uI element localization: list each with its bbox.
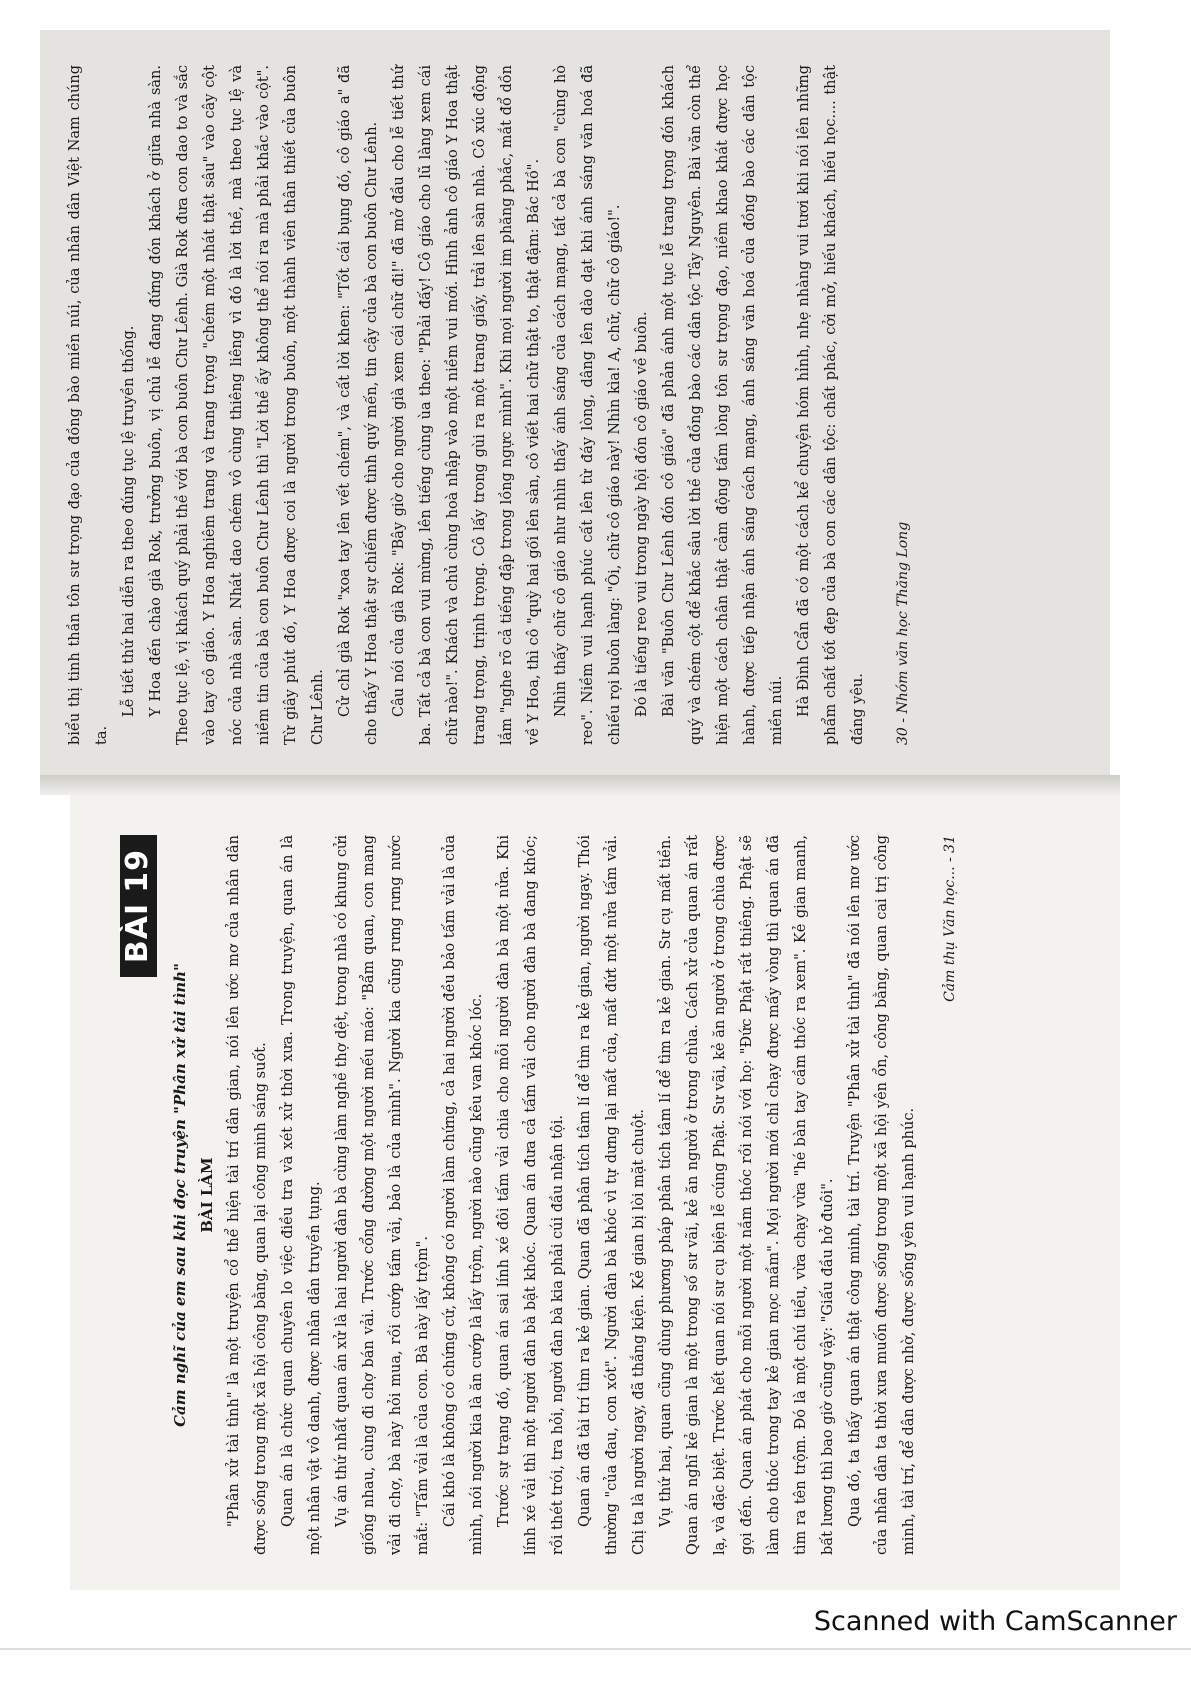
left-paragraph: Câu nói của già Rok: "Bây giờ cho người già xem cái chữ đi!" đã mở đầu cho lễ tiết thứ ba. Tất cả bà con vui mừng, lên tiếng cùng ùa theo: "Phải đấy! Cô giáo cho lũ làng xem cái chữ nào!". Khách và chủ cùng hoà nhập vào một niềm vui mới. Hình ảnh cô giáo Y Hoa thật trang trọng, trịnh trọng. Cô lấy trong gùi ra một trang giấy, trải lên sàn nhà. Cô xúc động lắm "nghe rõ cả tiếng đập trong lồng ngực mình". Khi mọi người im phăng phắc, mắt đổ dồn về Y Hoa, thì cô "quỳ hai gối lên sàn, cô viết hai chữ thật to, thật đậm: Bác Hồ". [391, 65, 542, 745]
left-paragraph: Nhìn thấy chữ cô giáo như nhìn thấy ánh sáng của cách mạng, tất cả bà con "cùng hò reo". Niềm vui hạnh phúc cất lên từ đáy lòng, dâng lên dào dạt khi ánh sáng văn hoá đã chiếu rọi buôn làng: "Ôi, chữ cô giáo này! Nhìn kìa! A, chữ, chữ cô giáo!". [553, 65, 623, 745]
left-paragraph: Hà Đình Cẩn đã có một cách kể chuyện hóm hỉnh, nhẹ nhàng vui tươi khi nói lên những phẩm chất tốt đẹp của bà con các dân tộc: chất phác, cởi mở, hiếu khách, hiếu học.... thật đáng yêu. [796, 65, 866, 745]
left-page-folio: 30 - Nhóm văn học Thăng Long [895, 521, 911, 745]
left-paragraph: Cử chỉ già Rok "xoa tay lên vết chém", và cất lời khen: "Tốt cái bụng đó, cô giáo a" đã cho thấy Y Hoa thật sự chiếm được tình quý mến, tin cậy của bà con buôn Chư Lênh. [337, 65, 380, 745]
right-paragraph: Quan án đã tài trí tìm ra kẻ gian. Quan đã phân tích tâm lí để tìm ra kẻ gian, người ngay. Thói thường "của đau, con xót". Người đàn bà khóc vì tự dưng lại mất của, mất đứt một nửa tấm vải. Chị ta là người ngay, đã thắng kiện. Kẻ gian bị lòi mặt chuột. [577, 835, 647, 1555]
right-paragraph: "Phân xử tài tình" là một truyện cổ thể hiện tài trí dân gian, nói lên ước mơ của nhân dân được sống trong một xã hội công bằng, quan lại công minh sáng suốt. [226, 835, 269, 1555]
right-page-text [120, 835, 1080, 1555]
right-paragraph: Trước sự trạng đó, quan án sai lính xé đôi tấm vải chia cho mỗi người đàn bà một nửa. Khi lính xé vải thì một người đàn bà bật khóc. Quan án đưa cả tấm vải cho người đàn bà đang khóc; rồi thét trói, tra hỏi, người đàn bà kia phải cúi đầu nhận tội. [496, 835, 566, 1555]
left-paragraph: biểu thị tinh thần tôn sư trọng đạo của đồng bào miền núi, của nhân dân Việt Nam chúng ta. [67, 65, 110, 745]
lesson-badge-word: BÀI [120, 902, 155, 964]
right-page [80, 800, 1110, 1590]
bottom-rule [0, 1648, 1191, 1650]
essay-subtitle: BÀI LÀM [198, 1157, 216, 1233]
right-paragraph: Quan án là chức quan chuyên lo việc điều tra và xét xử thời xưa. Trong truyện, quan án là một nhân vật vô danh, được nhân dân truyền tụng. [280, 835, 323, 1555]
left-paragraph: Đó là tiếng reo vui trong ngày hội đón cô giáo về buôn. [634, 311, 650, 717]
right-paragraph: Cái khó là không có chứng cứ, không có người làm chứng, cả hai người đều bảo tấm vải là của mình, nói người kia là ăn cướp là lấy trộm, người nào cũng kêu van khóc lóc. [442, 835, 485, 1555]
lesson-badge-number: 19 [120, 849, 155, 893]
camscanner-watermark: Scanned with CamScanner [813, 1606, 1177, 1637]
right-paragraph: Qua đó, ta thấy quan án thật công minh, tài trí. Truyện "Phân xử tài tình" đã nói lên mơ ước của nhân dân ta thời xưa muốn được sống trong một xã hội yên ổn, công bằng, quan cai trị công minh, tài trí, để dân được nhờ, được sống yên vui hạnh phúc. [847, 835, 917, 1555]
right-paragraph: Vụ án thứ nhất quan án xử là hai người đàn bà cùng làm nghề thợ dệt, trong nhà có khung cửi giống nhau, cùng đi chợ bán vải. Trước cổng đường một người mếu máo: "Bẩm quan, con mang vải đi chợ, bà này hỏi mua, rồi cướp tấm vải, bảo là của mình". Người kia cũng rưng rưng nước mắt: "Tấm vải là của con. Bà này lấy trộm". [334, 835, 431, 1555]
left-paragraph: Y Hoa đến chào già Rok, trưởng buôn, vị chủ lễ đang đứng đón khách ở giữa nhà sàn. Theo tục lệ, vị khách quý phải thề với bà con buôn Chư Lênh. Già Rok đưa con dao to và sắc vào tay cô giáo. Y Hoa nghiêm trang và trang trọng "chém một nhát thật sâu" vào cây cột nóc của nhà sàn. Nhát dao chém vô cùng thiêng liêng vì đó là lời thề, mà theo tục lệ và niềm tin của bà con buôn Chư Lênh thì "Lời thề ấy không thể nói ra mà phải khắc vào cột". Từ giây phút đó, Y Hoa được coi là người trong buôn, một thành viên thân thiết của buôn Chư Lênh. [148, 65, 326, 745]
right-page-folio: Cảm thụ Văn học... - 31 [942, 835, 958, 1002]
right-paragraph: Vụ thứ hai, quan cũng dùng phương pháp phân tích tâm lí để tìm ra kẻ gian. Sư cụ mất tiền. Quan án nghĩ kẻ gian là một trong số sư vãi, kẻ ăn người ở trong chùa. Cách xử của quan án rất lạ, và đặc biệt. Trước hết quan nói sư cụ biện lễ cúng Phật. Sư vãi, kẻ ăn người ở trong chùa được gọi đến. Quan án phát cho mỗi người một nắm thóc rồi nói với họ: "Đức Phật rất thiêng. Phật sẽ làm cho thóc trong tay kẻ gian mọc mầm". Mọi người mới chỉ chạy được mấy vòng thì quan án đã tìm ra tên trộm. Đó là một chú tiểu, vừa chạy vừa "hé bàn tay cầm thóc ra xem". Kẻ gian manh, bất lương thì bao giờ cũng vậy: "Giấu đầu hở đuôi". [658, 835, 836, 1555]
lesson-badge [120, 835, 157, 977]
left-page [40, 0, 1150, 790]
left-page-text [62, 65, 1062, 745]
essay-title: Cảm nghĩ của em sau khi đọc truyện "Phân xử tài tình" [171, 963, 189, 1427]
left-paragraph: Bài văn "Buôn Chư Lênh đón cô giáo" đã phản ánh một tục lễ trang trọng đón khách quý và chém cột để khắc sâu lời thề của đồng bào các dân tộc Tây Nguyên. Bài văn còn thể hiện một cách chân thật cảm động tấm lòng tôn sư trọng đạo, niềm khao khát được học hành, được tiếp nhận ánh sáng cách mạng, ánh sáng văn hoá của đồng bào các dân tộc miền núi. [661, 65, 785, 745]
left-paragraph: Lễ tiết thứ hai diễn ra theo đúng tục lệ truyền thống. [121, 325, 137, 717]
